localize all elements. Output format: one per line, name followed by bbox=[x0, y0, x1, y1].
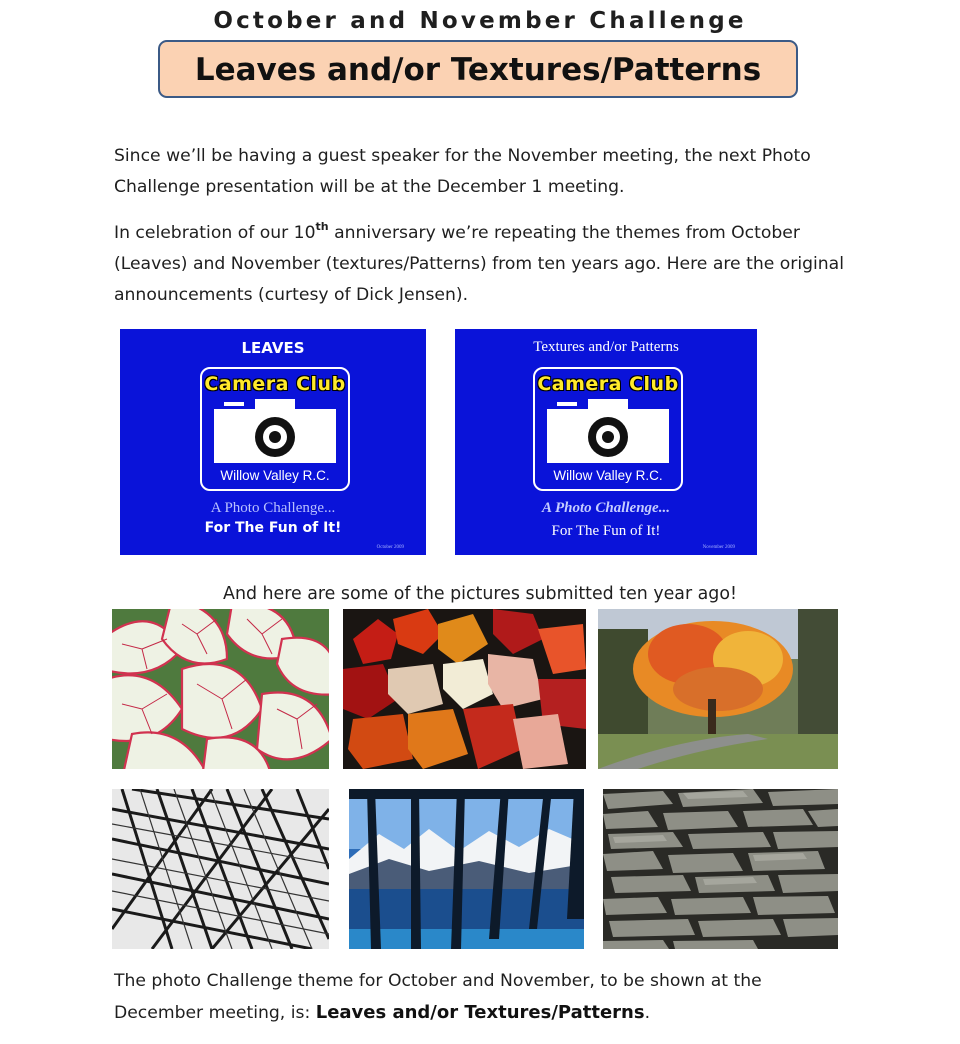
camera-club-logo bbox=[533, 367, 683, 491]
intro-p2-start: In celebration of our 10 bbox=[114, 223, 316, 243]
intro-p2-superscript: th bbox=[315, 220, 329, 233]
photo-autumn-tree bbox=[598, 609, 838, 769]
photos-caption: And here are some of the pictures submitted ten year ago! bbox=[223, 584, 737, 604]
closing-theme: Leaves and/or Textures/Patterns bbox=[315, 1002, 645, 1023]
camera-lens-icon bbox=[588, 417, 628, 457]
intro-paragraph-2 bbox=[114, 218, 849, 311]
closing-paragraph bbox=[114, 966, 849, 1029]
announcement-line-2: For The Fun of It! bbox=[551, 523, 661, 539]
announcement-line-1: A Photo Challenge... bbox=[542, 500, 670, 516]
camera-club-logo-text: Camera Club bbox=[537, 373, 679, 395]
photo-autumn-leaves bbox=[343, 609, 586, 769]
camera-club-logo bbox=[200, 367, 350, 491]
intro-p2-end: anniversary we’re repeating the themes from October (Leaves) and November (textures/Patterns) from ten years ago. Here are the original announcements (curtesy of Dick Jensen). bbox=[114, 223, 844, 305]
closing-text: The photo Challenge theme for October and November, to be shown at the December meeting, is: bbox=[114, 971, 762, 1023]
announcement-line-2: For The Fun of It! bbox=[204, 520, 342, 536]
announcement-footer: November 2009 bbox=[702, 545, 735, 550]
announcement-card-textures bbox=[455, 329, 757, 555]
announcement-line-1: A Photo Challenge... bbox=[210, 500, 336, 516]
club-name: Willow Valley R.C. bbox=[220, 468, 330, 483]
announcement-title: Textures and/or Patterns bbox=[533, 339, 679, 355]
camera-flash-shape bbox=[224, 402, 244, 406]
camera-club-logo-text: Camera Club bbox=[204, 373, 346, 395]
camera-lens-icon bbox=[255, 417, 295, 457]
theme-banner bbox=[158, 40, 798, 98]
closing-period: . bbox=[644, 1003, 651, 1023]
photo-caladium-leaves bbox=[112, 609, 329, 769]
theme-banner-text: Leaves and/or Textures/Patterns bbox=[194, 52, 762, 88]
photo-window-mountains bbox=[349, 789, 584, 949]
intro-paragraph-1: Since we’ll be having a guest speaker for the November meeting, the next Photo Challenge presentation will be at the December 1 meeting. bbox=[114, 146, 811, 197]
club-name: Willow Valley R.C. bbox=[553, 468, 663, 483]
announcement-card-leaves bbox=[120, 329, 426, 555]
photo-steel-lattice bbox=[112, 789, 329, 949]
announcement-footer: October 2009 bbox=[376, 545, 404, 550]
announcement-title: LEAVES bbox=[241, 339, 305, 357]
camera-flash-shape bbox=[557, 402, 577, 406]
photo-stone-wall bbox=[603, 789, 838, 949]
challenge-heading: October and November Challenge bbox=[213, 8, 747, 34]
